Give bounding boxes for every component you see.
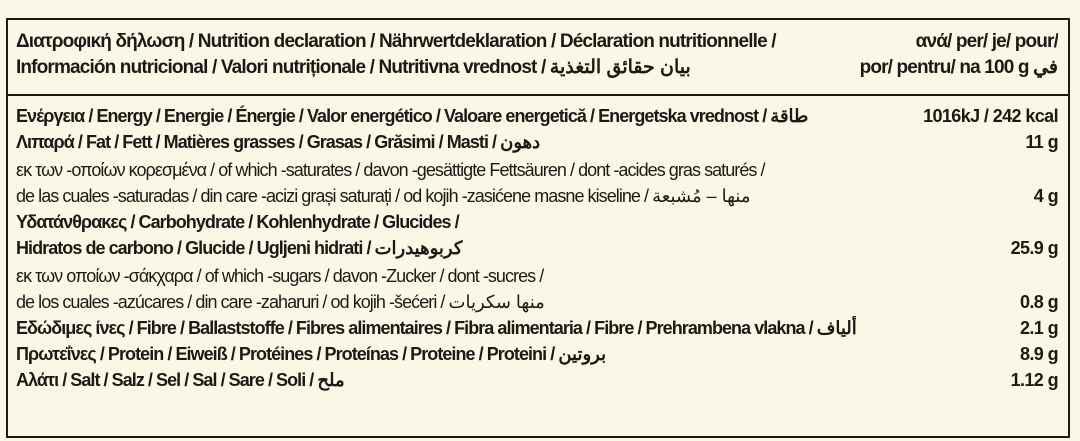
row-value: 8.9 g [1019, 344, 1058, 364]
per-label-2: por/ pentru/ na 100 g في [859, 57, 1058, 78]
header-title-2: Información nutricional / Valori nutriționale / Nutritivna vrednost / بيان حقائق التغذية [16, 57, 691, 78]
row-value: 1.12 g [1010, 370, 1058, 390]
row-label: de las cuales -saturadas / din care -acizi grași saturați / od kojih -zasićene masne kiseline / منها – مُشبعة [16, 186, 751, 206]
row-label: Λιπαρά / Fat / Fett / Matières grasses / Grasas / Grăsimi / Masti / دهون [16, 132, 541, 152]
header-line-2 [16, 56, 1058, 80]
row-label: Ενέργεια / Energy / Energie / Énergie / Valor energético / Valoare energetică / Energetska vrednost / طاقة [16, 106, 809, 126]
row-label: εκ των -οποίων κορεσμένα / of which -saturates / davon -gesättigte Fettsäuren / dont -acides gras saturés / [16, 160, 765, 180]
row-value: 0.8 g [1019, 292, 1058, 312]
row-value: 25.9 g [1010, 238, 1058, 258]
row-fat [16, 130, 1058, 154]
row-sugars-2 [16, 290, 1058, 314]
row-saturates-1 [16, 158, 1058, 182]
header-line-1 [16, 30, 1058, 54]
row-value: 11 g [1025, 132, 1058, 152]
row-energy [16, 104, 1058, 128]
row-value: 2.1 g [1019, 318, 1058, 338]
row-label: de los cuales -azúcares / din care -zaharuri / od kojih -šećeri / منها سكريات [16, 292, 545, 312]
row-carbohydrate-2 [16, 236, 1058, 260]
nutrition-table [6, 18, 1070, 438]
row-label: Εδώδιμες ίνες / Fibre / Ballaststoffe / Fibres alimentaires / Fibra alimentaria / Fibre / Prehrambena vlakna / ألياف [16, 318, 857, 338]
row-salt [16, 368, 1058, 392]
row-label: Υδατάνθρακες / Carbohydrate / Kohlenhydrate / Glucides / [16, 212, 459, 232]
row-protein [16, 342, 1058, 366]
row-value: 1016kJ / 242 kcal [923, 106, 1058, 126]
row-carbohydrate-1 [16, 210, 1058, 234]
header-title-1: Διατροφική δήλωση / Nutrition declaration / Nährwertdeklaration / Déclaration nutritionnelle / [16, 31, 776, 52]
row-fibre [16, 316, 1058, 340]
row-saturates-2 [16, 184, 1058, 208]
row-label: εκ των οποίων -σάκχαρα / of which -sugars / davon -Zucker / dont -sucres / [16, 266, 544, 286]
table-header [8, 20, 1068, 96]
row-label: Hidratos de carbono / Glucide / Ugljeni hidrati / كربوهيدرات [16, 238, 463, 258]
per-label-1: ανά/ per/ je/ pour/ [915, 31, 1058, 52]
row-sugars-1 [16, 264, 1058, 288]
row-label: Πρωτεΐνες / Protein / Eiweiß / Protéines / Proteínas / Proteine / Proteini / بروتين [16, 344, 607, 364]
row-label: Αλάτι / Salt / Salz / Sel / Sal / Sare / Soli / ملح [16, 370, 345, 390]
row-value: 4 g [1033, 186, 1058, 206]
